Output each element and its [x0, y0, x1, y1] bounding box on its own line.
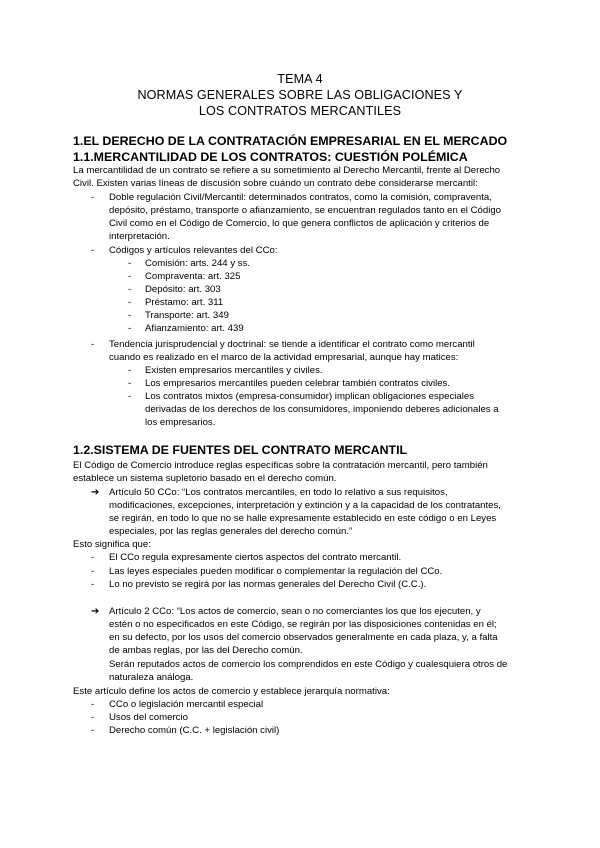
paragraph-line: Este artículo define los actos de comercio y establece jerarquía normativa: [73, 686, 390, 697]
sub-bullet-text: los empresarios. [145, 417, 216, 428]
sub-bullet-dash: - [128, 258, 132, 269]
bullet-text: interpretación. [109, 231, 170, 242]
quote-line: modificaciones, excepciones, interpretación y extinción y a la capacidad de los contratantes, [109, 500, 501, 511]
bullet-dash: - [91, 339, 95, 350]
doc-title-line: NORMAS GENERALES SOBRE LAS OBLIGACIONES Y [137, 88, 463, 102]
hierarchy-item: Usos del comercio [109, 712, 188, 723]
bullet-dash: - [91, 699, 95, 710]
sub-bullet-text: derivadas de los derechos de los consumidores, imponiendo deberes adicionales a [145, 404, 499, 415]
sub-bullet-text: Los contratos mixtos (empresa-consumidor) implican obligaciones especiales [145, 391, 474, 402]
quote-line: naturaleza análoga. [109, 672, 194, 683]
hierarchy-item: CCo o legislación mercantil especial [109, 699, 264, 710]
paragraph-line: Civil. Existen varias líneas de discusión sobre cuándo un contrato debe considerarse mercantil: [73, 178, 478, 189]
arrow-bullet-icon: ➔ [91, 606, 100, 617]
section-heading: 1.EL DERECHO DE LA CONTRATACIÓN EMPRESARIAL EN EL MERCADO [73, 134, 508, 148]
quote-line: especiales, por las reglas generales del derecho común.” [109, 526, 353, 537]
quote-line: estén o no especificados en este Código, se regirán por las disposiciones contenidas en él; [109, 619, 497, 630]
subsection-heading: 1.1.MERCANTILIDAD DE LOS CONTRATOS: CUESTIÓN POLÉMICA [73, 150, 468, 164]
bullet-text: El CCo regula expresamente ciertos aspectos del contrato mercantil. [109, 552, 402, 563]
bullet-text: Doble regulación Civil/Mercantil: determinados contratos, como la comisión, compraventa, [109, 192, 492, 203]
bullet-dash: - [91, 552, 95, 563]
quote-line: se regirán, en todo lo que no se halle expresamente establecido en este código o en Leyes [109, 513, 497, 524]
quote-line: de ambas reglas, por las del Derecho común. [109, 645, 303, 656]
sub-bullet-dash: - [128, 271, 132, 282]
bullet-dash: - [91, 245, 95, 256]
quote-line: Artículo 50 CCo: “Los contratos mercantiles, en todo lo relativo a sus requisitos, [109, 487, 448, 498]
bullet-dash: - [91, 566, 95, 577]
bullet-text: Las leyes especiales pueden modificar o complementar la regulación del CCo. [109, 566, 443, 577]
doc-title-topic: TEMA 4 [277, 72, 323, 86]
article-item: Depósito: art. 303 [145, 284, 221, 295]
bullet-dash: - [91, 579, 95, 590]
bullet-text: depósito, préstamo, transporte o afianzamiento, se encuentran regulados tanto en el Código [109, 205, 501, 216]
sub-bullet-dash: - [128, 297, 132, 308]
subsection-heading: 1.2.SISTEMA DE FUENTES DEL CONTRATO MERCANTIL [73, 443, 408, 457]
quote-line: Artículo 2 CCo: “Los actos de comercio, sean o no comerciantes los que los ejecuten, y [109, 606, 481, 617]
bullet-text: cuando es realizado en el marco de la actividad empresarial, aunque hay matices: [109, 352, 459, 363]
sub-bullet-dash: - [128, 378, 132, 389]
sub-bullet-text: Los empresarios mercantiles pueden celebrar también contratos civiles. [145, 378, 451, 389]
sub-bullet-dash: - [128, 310, 132, 321]
bullet-text: Tendencia jurisprudencial y doctrinal: se tiende a identificar el contrato como mercantil [109, 339, 475, 350]
bullet-text: Civil como en el Código de Comercio, lo que genera conflictos de aplicación y criterios de [109, 218, 490, 229]
bullet-dash: - [91, 712, 95, 723]
sub-bullet-dash: - [128, 391, 132, 402]
paragraph-line: El Código de Comercio introduce reglas específicas sobre la contratación mercantil, pero también [73, 460, 488, 471]
quote-line: Serán reputados actos de comercio los comprendidos en este Código y cualesquiera otros de [109, 659, 508, 670]
article-item: Compraventa: art. 325 [145, 271, 241, 282]
sub-bullet-dash: - [128, 365, 132, 376]
sub-bullet-dash: - [128, 323, 132, 334]
article-item: Transporte: art. 349 [145, 310, 229, 321]
bullet-dash: - [91, 192, 95, 203]
bullet-text: Códigos y artículos relevantes del CCo: [109, 245, 278, 256]
bullet-dash: - [91, 725, 95, 736]
arrow-bullet-icon: ➔ [91, 487, 100, 498]
paragraph-line: Esto significa que: [73, 539, 151, 550]
paragraph-line: La mercantilidad de un contrato se refiere a su sometimiento al Derecho Mercantil, frente al Derecho [73, 165, 501, 176]
sub-bullet-text: Existen empresarios mercantiles y civiles. [145, 365, 323, 376]
quote-line: en su defecto, por los usos del comercio observados generalmente en cada plaza, y, a falta [109, 632, 498, 643]
paragraph-line: establece un sistema supletorio basado en el derecho común. [73, 473, 337, 484]
bullet-text: Lo no previsto se regirá por las normas generales del Derecho Civil (C.C.). [109, 579, 427, 590]
article-item: Afianzamiento: art. 439 [145, 323, 244, 334]
article-item: Comisión: arts. 244 y ss. [145, 258, 251, 269]
hierarchy-item: Derecho común (C.C. + legislación civil) [109, 725, 280, 736]
sub-bullet-dash: - [128, 284, 132, 295]
article-item: Préstamo: art. 311 [145, 297, 224, 308]
doc-title-line: LOS CONTRATOS MERCANTILES [198, 104, 402, 118]
